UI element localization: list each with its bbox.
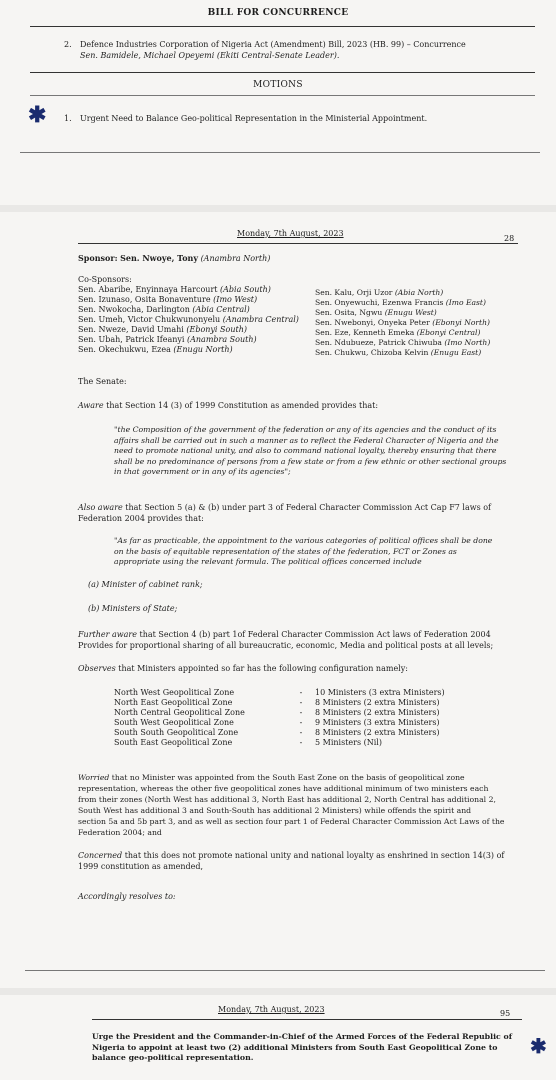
worried-clause: Worried that no Minister was appointed from the South East Zone on the basis of geopolitical zone representation, whereas the other five geopolitical zones have additional minimum of two ministers each from their zones (North West has additional 3, North East has additional 2, North Central has additional 2, South West has additional 3 and South-South has additional 2 Ministers) while offends the spirit and section 5a and 5b part 3, and as well as section four part 1 of Federal Character Commission Act Laws of the Federation 2004; and xyxy=(78,773,505,837)
cosponsor-entry: Sen. Ubah, Patrick Ifeanyi (Anambra South) xyxy=(78,335,257,344)
item-b-state: (b) Ministers of State; xyxy=(88,604,178,613)
motion-number: 1. xyxy=(64,114,72,123)
page-number: 28 xyxy=(504,234,515,243)
page-fragment-3 xyxy=(0,995,556,1080)
bill-title: Defence Industries Corporation of Nigeria Act (Amendment) Bill, 2023 (HB. 99) – Concurrence xyxy=(80,40,466,49)
cosponsors-left-column xyxy=(78,285,299,355)
bill-number: 2. xyxy=(64,40,72,49)
bill-sponsor: Sen. Bamidele, Michael Opeyemi (Ekiti Central-Senate Leader). xyxy=(80,51,340,60)
cosponsor-entry: Sen. Okechukwu, Ezea (Enugu North) xyxy=(78,345,233,354)
cosponsor-entry: Sen. Chukwu, Chizoba Kelvin (Enugu East) xyxy=(315,348,482,357)
table-row: South East Geopolitical Zone - 5 Ministers (Nil) xyxy=(114,738,382,747)
motion-title: Urgent Need to Balance Geo-political Representation in the Ministerial Appointment. xyxy=(80,114,428,123)
motions-heading: MOTIONS xyxy=(253,80,303,90)
page-fragment-1 xyxy=(0,0,556,205)
cosponsors-right-column xyxy=(315,288,490,358)
asterisk-mark-icon: ✱ xyxy=(530,1034,547,1058)
page-number: 95 xyxy=(500,1009,511,1018)
cosponsor-entry: Sen. Osita, Ngwu (Enugu West) xyxy=(315,308,437,317)
cosponsor-entry: Sen. Abaribe, Enyinnaya Harcourt (Abia South) xyxy=(78,285,271,294)
divider xyxy=(92,1019,522,1020)
table-row: North East Geopolitical Zone - 8 Ministers (2 extra Ministers) xyxy=(114,698,440,707)
table-row: South South Geopolitical Zone - 8 Ministers (2 extra Ministers) xyxy=(114,728,440,737)
cosponsor-entry: Sen. Nwebonyi, Onyeka Peter (Ebonyi North) xyxy=(315,318,490,327)
sponsor-line xyxy=(78,253,270,264)
page-date: Monday, 7th August, 2023 xyxy=(237,229,344,238)
divider xyxy=(30,95,535,96)
constitution-quote: "the Composition of the government of the federation or any of its agencies and the conduct of its affairs shall be carried out in such a manner as to reflect the Federal Character of Nigeria and the need to promote national unity, and also to command national loyalty, thereby ensuring that there shall be no predominance of persons from a few state or from a few ethnic or other sectional groups in that government or in any of its agencies"; xyxy=(114,425,507,476)
cosponsor-entry: Sen. Kalu, Orji Uzor (Abia North) xyxy=(315,288,444,297)
bill-for-concurrence-heading: BILL FOR CONCURRENCE xyxy=(207,8,349,18)
table-row: South West Geopolitical Zone - 9 Ministers (3 extra Ministers) xyxy=(114,718,440,727)
sponsor-name: Sen. Nwoye, Tony xyxy=(120,253,199,263)
divider xyxy=(30,26,535,27)
cosponsor-entry: Sen. Ndubueze, Patrick Chiwuba (Imo North) xyxy=(315,338,491,347)
aware-clause: Aware that Section 14 (3) of 1999 Constitution as amended provides that: xyxy=(78,401,379,410)
cosponsor-entry: Sen. Onyewuchi, Ezenwa Francis (Imo East) xyxy=(315,298,486,307)
page-date: Monday, 7th August, 2023 xyxy=(218,1005,325,1014)
concerned-clause: Concerned that this does not promote national unity and national loyalty as enshrined in section 14(3) of 1999 constitution as amended, xyxy=(78,851,505,871)
further-aware-clause: Further aware that Section 4 (b) part 1of Federal Character Commission Act laws of Federation 2004 Provides for proportional sharing of all bureaucratic, economic, Media and political posts at all levels; xyxy=(78,630,494,650)
divider xyxy=(30,72,535,73)
cosponsors-label: Co-Sponsors: xyxy=(78,275,132,284)
cosponsor-entry: Sen. Izunaso, Osita Bonaventure (Imo West) xyxy=(78,295,258,304)
sponsor-constituency: (Anambra North) xyxy=(200,254,271,263)
accordingly-resolves: Accordingly resolves to: xyxy=(78,892,176,901)
cosponsor-entry: Sen. Nwokocha, Darlington (Abia Central) xyxy=(78,305,250,314)
the-senate-heading: The Senate: xyxy=(78,377,127,386)
table-row: North West Geopolitical Zone - 10 Ministers (3 extra Ministers) xyxy=(114,688,445,697)
fcc-quote: "As far as practicable, the appointment to the various categories of political offices shall be done on the basis of equitable representation of the states of the federation, FCT or Zones as appropriate using the relevant formula. The political offices concerned include xyxy=(114,536,493,566)
asterisk-mark-icon: ✱ xyxy=(28,102,47,128)
item-a-cabinet: (a) Minister of cabinet rank; xyxy=(88,580,203,589)
sponsor-label: Sponsor: xyxy=(78,253,118,263)
observes-clause: Observes that Ministers appointed so far has the following configuration namely: xyxy=(78,664,408,673)
divider xyxy=(78,243,518,244)
minister-allocation-table xyxy=(114,688,445,748)
resolution-text: Urge the President and the Commander-in-Chief of the Armed Forces of the Federal Republic of Nigeria to appoint at least two (2) additional Ministers from South East Geopolitical Zone to balance geo-political representation. xyxy=(92,1032,513,1062)
page-fragment-2 xyxy=(0,212,556,988)
cosponsor-entry: Sen. Nweze, David Umahi (Ebonyi South) xyxy=(78,325,247,334)
table-row: North Central Geopolitical Zone - 8 Ministers (2 extra Ministers) xyxy=(114,708,440,717)
also-aware-clause: Also aware that Section 5 (a) & (b) under part 3 of Federal Character Commission Act Cap F7 laws of Federation 2004 provides that: xyxy=(78,503,492,523)
cosponsor-entry: Sen. Eze, Kenneth Emeka (Ebonyi Central) xyxy=(315,328,481,337)
cosponsor-entry: Sen. Umeh, Victor Chukwunonyelu (Anambra Central) xyxy=(78,315,299,324)
divider xyxy=(20,152,540,153)
divider xyxy=(25,970,545,971)
